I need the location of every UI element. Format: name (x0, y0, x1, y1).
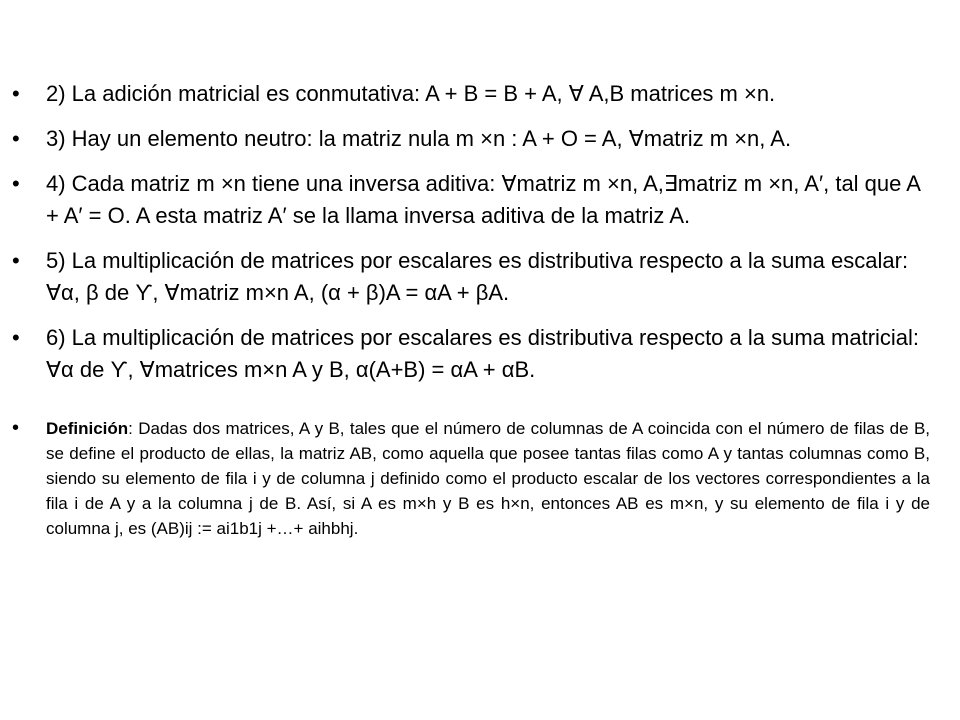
bullet-icon: • (12, 417, 20, 439)
definition-text: : Dadas dos matrices, A y B, tales que el número de columnas de A coincida con el número de filas de B, se define el producto de ellas, la matriz AB, como aquella que posee tantas filas como A y tantas columnas como B, siendo su elemento de fila i y de columna j definido como el producto escalar de los vectores correspondientes a la fila i de A y a la columna j de B. Así, si A es m×h y B es h×n, entonces AB es m×n, y su elemento de fila i y de columna j, es (AB)ij := ai1b1j +…+ aihbhj. (46, 419, 930, 538)
list-item-distributiva-escalar (0, 245, 960, 309)
list-item-inversa (0, 168, 960, 232)
bullet-icon: • (12, 126, 20, 151)
definition-label: Definición (46, 419, 129, 438)
item-text: 2) La adición matricial es conmutativa: A + B = B + A, ∀ A,B matrices m ×n. (46, 81, 776, 106)
list-item-definicion (0, 416, 960, 541)
bullet-icon: • (12, 248, 20, 273)
bullet-icon: • (12, 171, 20, 196)
item-text: 5) La multiplicación de matrices por escalares es distributiva respecto a la suma escalar: ∀α, β de ϒ, ∀matriz m×n A, (α + β)A = αA + βA. (46, 248, 909, 305)
list-item-distributiva-matricial (0, 322, 960, 386)
list-item-neutro (0, 123, 960, 155)
item-text: 3) Hay un elemento neutro: la matriz nula m ×n : A + O = A, ∀matriz m ×n, A. (46, 126, 792, 151)
bullet-icon: • (12, 81, 20, 106)
bullet-list (0, 78, 960, 554)
bullet-icon: • (12, 325, 20, 350)
list-item-conmutativa (0, 78, 960, 110)
item-text: 6) La multiplicación de matrices por escalares es distributiva respecto a la suma matricial: ∀α de ϒ, ∀matrices m×n A y B, α(A+B) = αA + αB. (46, 325, 920, 382)
item-text: 4) Cada matriz m ×n tiene una inversa aditiva: ∀matriz m ×n, A,∃matriz m ×n, A′, tal que A + A′ = O. A esta matriz A′ se la llama inversa aditiva de la matriz A. (46, 171, 920, 228)
